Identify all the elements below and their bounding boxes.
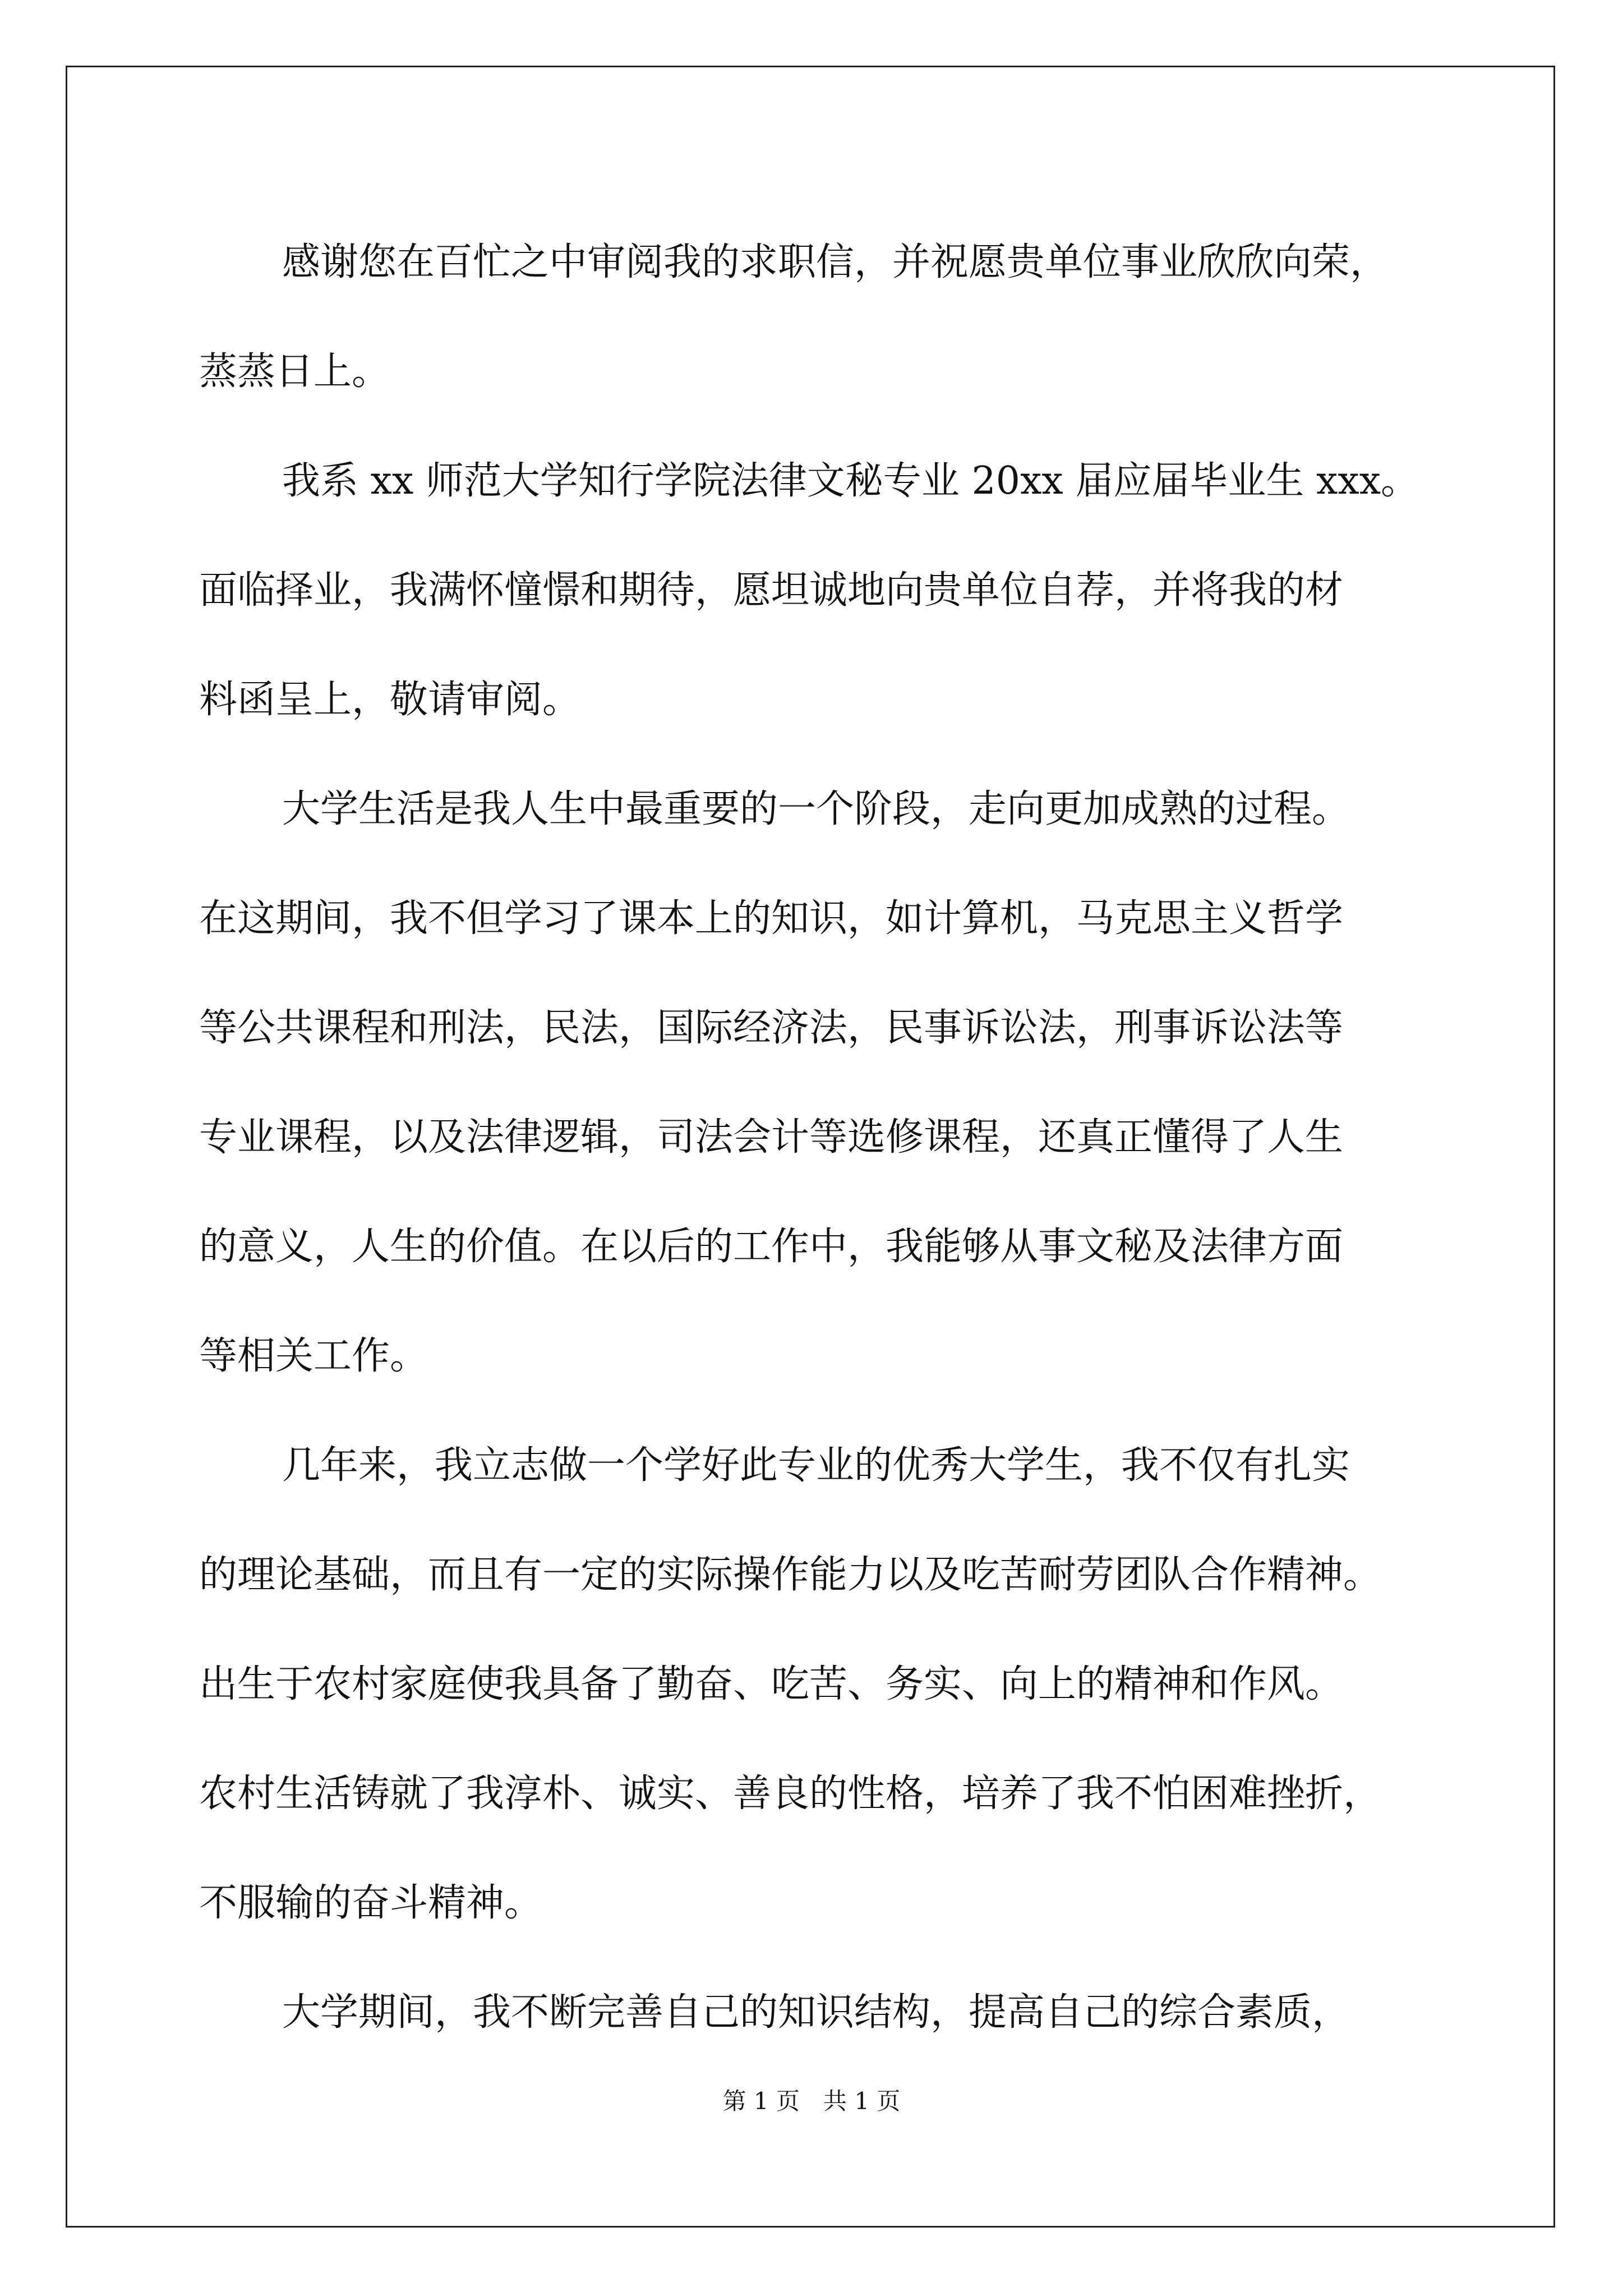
text-line: 等相关工作。 [199, 1334, 428, 1378]
text-line: 面临择业，我满怀憧憬和期待，愿坦诚地向贵单位自荐，并将我的材 [199, 568, 1344, 613]
text-line: 农村生活铸就了我淳朴、诚实、善良的性格，培养了我不怕困难挫折， [199, 1772, 1382, 1816]
text-line: 我系 xx 师范大学知行学院法律文秘专业 20xx 届应届毕业生 xxx。 [282, 459, 1419, 503]
text-line: 料函呈上，敬请审阅。 [199, 678, 581, 722]
text-line: 大学生活是我人生中最重要的一个阶段，走向更加成熟的过程。 [282, 787, 1350, 831]
text-line: 不服输的奋斗精神。 [199, 1881, 543, 1925]
letter-body [199, 208, 1467, 2067]
text-line: 专业课程，以及法律逻辑，司法会计等选修课程，还真正懂得了人生 [199, 1115, 1344, 1159]
text-line: 等公共课程和刑法，民法，国际经济法，民事诉讼法，刑事诉讼法等 [199, 1006, 1344, 1050]
text-line: 大学期间，我不断完善自己的知识结构，提高自己的综合素质， [282, 1990, 1350, 2035]
text-line: 出生于农村家庭使我具备了勤奋、吃苦、务实、向上的精神和作风。 [199, 1662, 1344, 1706]
text-line: 几年来，我立志做一个学好此专业的优秀大学生，我不仅有扎实 [282, 1443, 1350, 1488]
page-number-footer: 第 1 页 共 1 页 [722, 2087, 901, 2115]
text-line: 的意义，人生的价值。在以后的工作中，我能够从事文秘及法律方面 [199, 1225, 1344, 1269]
text-line: 感谢您在百忙之中审阅我的求职信，并祝愿贵单位事业欣欣向荣， [282, 240, 1389, 284]
text-line: 蒸蒸日上。 [199, 349, 390, 394]
text-line: 的理论基础，而且有一定的实际操作能力以及吃苦耐劳团队合作精神。 [199, 1553, 1382, 1597]
text-line: 在这期间，我不但学习了课本上的知识，如计算机，马克思主义哲学 [199, 896, 1344, 941]
